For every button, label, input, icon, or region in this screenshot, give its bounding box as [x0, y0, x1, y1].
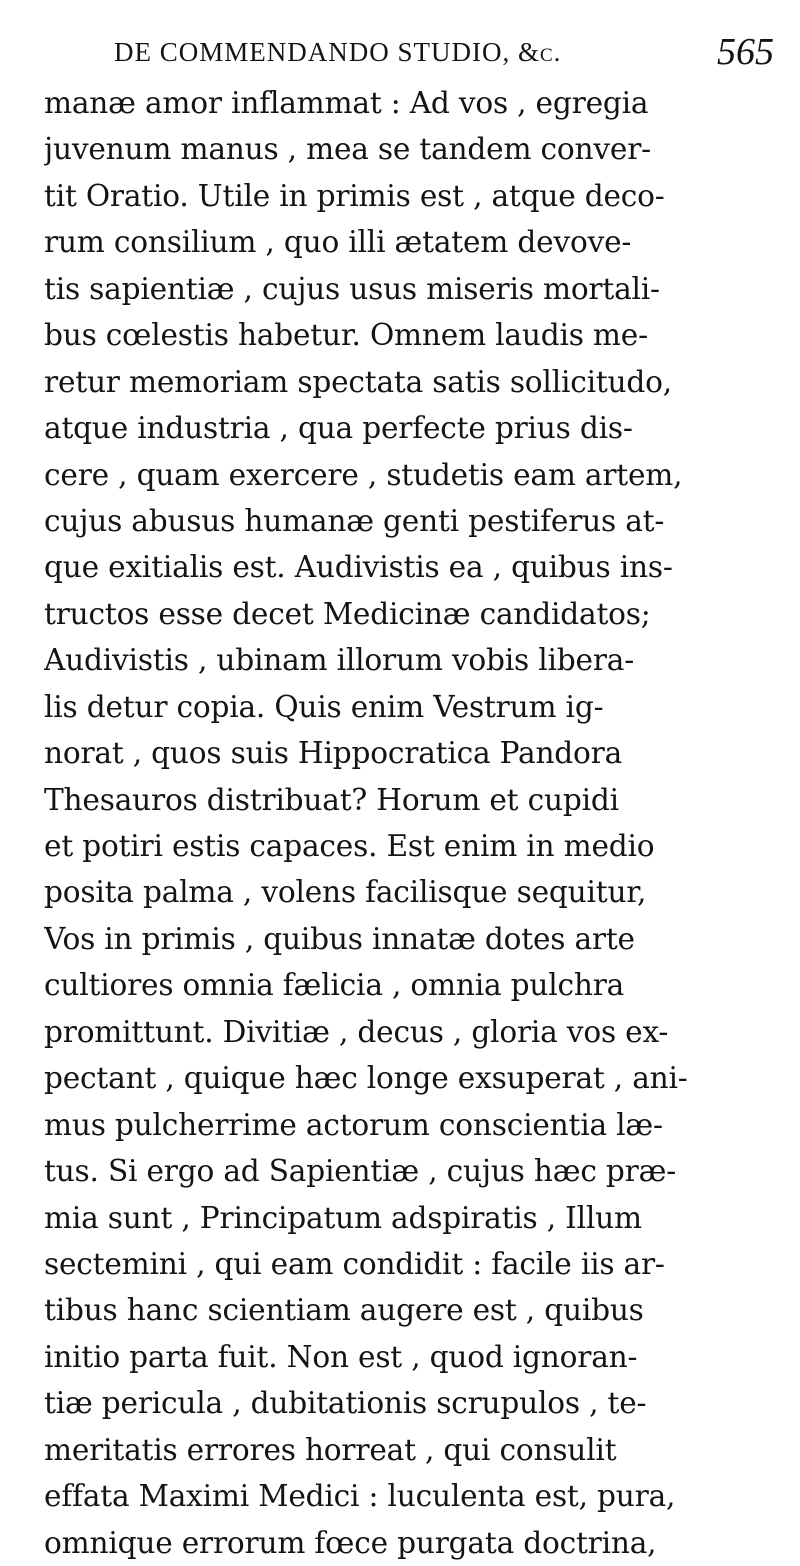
text-line: promittunt. Divitiæ , decus , gloria vos ex-	[44, 1014, 669, 1049]
page-number: 565	[717, 31, 774, 73]
text-line: meritatis errores horreat , qui consulit	[44, 1432, 617, 1467]
text-line: tructos esse decet Medicinæ candidatos;	[44, 596, 651, 631]
text-line: pectant , quique hæc longe exsuperat , ani-	[44, 1061, 688, 1096]
text-line: retur memoriam spectata satis sollicitudo,	[44, 364, 672, 399]
text-line: rum consilium , quo illi ætatem devove-	[44, 225, 632, 260]
running-title: DE COMMENDANDO STUDIO, &c.	[114, 37, 562, 67]
text-line: juvenum manus , mea se tandem conver-	[44, 132, 651, 167]
text-line: omnique errorum fœce purgata doctrina,	[44, 1525, 657, 1560]
text-line: tis sapientiæ , cujus usus miseris mortali-	[44, 271, 660, 306]
text-line: tibus hanc scientiam augere est , quibus	[44, 1293, 644, 1328]
text-line: bus cœlestis habetur. Omnem laudis me-	[44, 318, 648, 353]
text-line: Thesauros distribuat? Horum et cupidi	[44, 782, 619, 817]
text-line: initio parta fuit. Non est , quod ignoran-	[44, 1339, 638, 1374]
text-line: manæ amor inflammat : Ad vos , egregia	[44, 86, 649, 120]
text-line: tus. Si ergo ad Sapientiæ , cujus hæc præ-	[44, 1154, 677, 1189]
text-line: cultiores omnia fælicia , omnia pulchra	[44, 968, 625, 1003]
text-line: Vos in primis , quibus innatæ dotes arte	[44, 921, 635, 956]
text-line: tit Oratio. Utile in primis est , atque deco-	[44, 178, 665, 213]
text-line: mus pulcherrime actorum conscientia læ-	[44, 1107, 663, 1142]
text-line: que exitialis est. Audivistis ea , quibus ins-	[44, 550, 673, 585]
text-line: et potiri estis capaces. Est enim in medio	[44, 829, 655, 863]
text-line: lis detur copia. Quis enim Vestrum ig-	[44, 689, 604, 724]
body-text	[44, 80, 782, 1566]
text-line: atque industria , qua perfecte prius dis-	[44, 411, 633, 446]
text-line: sectemini , qui eam condidit : facile iis ar-	[44, 1246, 665, 1281]
text-line: effata Maximi Medici : luculenta est, pura,	[44, 1479, 676, 1514]
text-line: mia sunt , Principatum adspiratis , Illum	[44, 1200, 642, 1235]
text-line: cere , quam exercere , studetis eam artem,	[44, 457, 683, 492]
text-line: norat , quos suis Hippocratica Pandora	[44, 736, 623, 771]
text-line: Audivistis , ubinam illorum vobis libera-	[44, 643, 635, 678]
text-line: posita palma , volens facilisque sequitur,	[44, 875, 647, 910]
running-head	[44, 0, 782, 74]
text-line: cujus abusus humanæ genti pestiferus at-	[44, 503, 665, 538]
text-line: tiæ pericula , dubitationis scrupulos , te-	[44, 1386, 647, 1421]
